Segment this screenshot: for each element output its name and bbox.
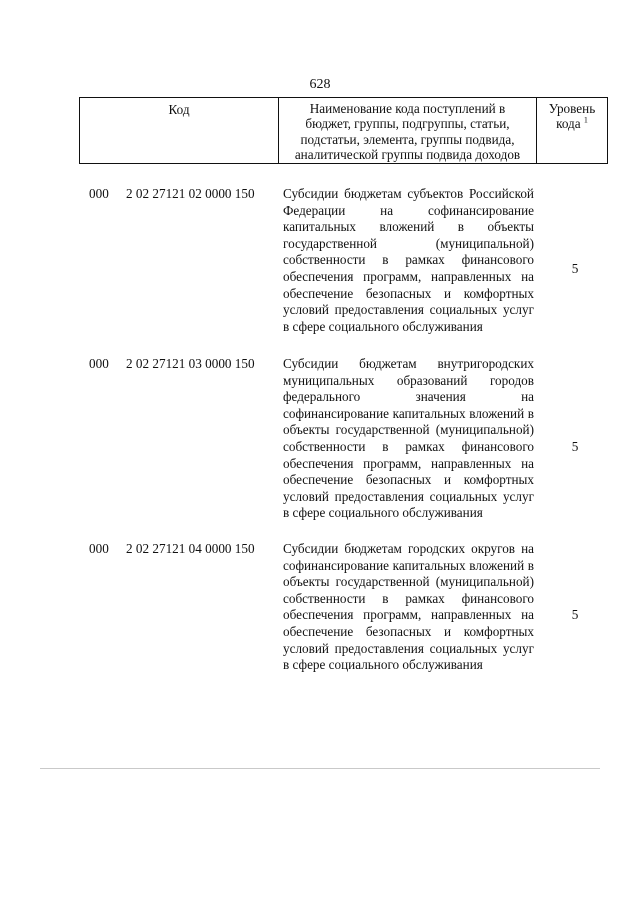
revenue-name: Субсидии бюджетам субъектов Российской Федерации на софинансирование капитальных вложений в объекты государственной (муниципальной) собственности в рамках финансового обеспечения программ, направленных на обеспечение безопасных и комфортных условий предоставления социальных услуг в сфере социального обслуживания bbox=[283, 186, 534, 334]
revenue-name: Субсидии бюджетам городских округов на софинансирование капитальных вложений в объекты государственной (муниципальной) собственности в рамках финансового обеспечения программ, направленных на обеспечение безопасных и комфортных условий предоставления социальных услуг в сфере социального обслуживания bbox=[283, 541, 534, 673]
code-level: 5 bbox=[571, 439, 579, 454]
header-name-line: Наименование кода поступлений в bbox=[309, 101, 506, 116]
header-level bbox=[537, 98, 607, 163]
admin-code: 000 bbox=[89, 186, 109, 201]
header-level-word: кода bbox=[556, 116, 581, 132]
revenue-code: 2 02 27121 04 0000 150 bbox=[126, 541, 255, 556]
revenue-code: 2 02 27121 03 0000 150 bbox=[126, 356, 255, 371]
header-name-line: подстатьи, элемента, группы подвида, bbox=[300, 131, 515, 147]
revenue-name: Субсидии бюджетам внутригородских муниципальных образований городов федерального значения на софинансирование капитальных вложений в объекты государственной (муниципальной) собственности в рамках финансового обеспечения программ, направленных на обеспечение безопасных и комфортных условий предоставления социальных услуг в сфере социального обслуживания bbox=[283, 356, 534, 521]
footnote-marker: 1 bbox=[583, 115, 588, 125]
header-code: Код bbox=[80, 98, 279, 163]
revenue-code: 2 02 27121 02 0000 150 bbox=[126, 186, 255, 201]
scan-artifact-line bbox=[40, 768, 600, 769]
header-level-line: Уровень bbox=[548, 101, 596, 116]
header-level-line bbox=[537, 116, 607, 131]
admin-code: 000 bbox=[89, 356, 109, 371]
page-number: 628 bbox=[309, 77, 331, 92]
code-level: 5 bbox=[571, 607, 579, 622]
table-header bbox=[79, 97, 608, 164]
header-name bbox=[279, 98, 537, 163]
code-level: 5 bbox=[571, 261, 579, 276]
header-name-line: аналитической группы подвида доходов bbox=[294, 146, 521, 162]
header-name-line: бюджет, группы, подгруппы, статьи, bbox=[305, 116, 510, 132]
admin-code: 000 bbox=[89, 541, 109, 556]
